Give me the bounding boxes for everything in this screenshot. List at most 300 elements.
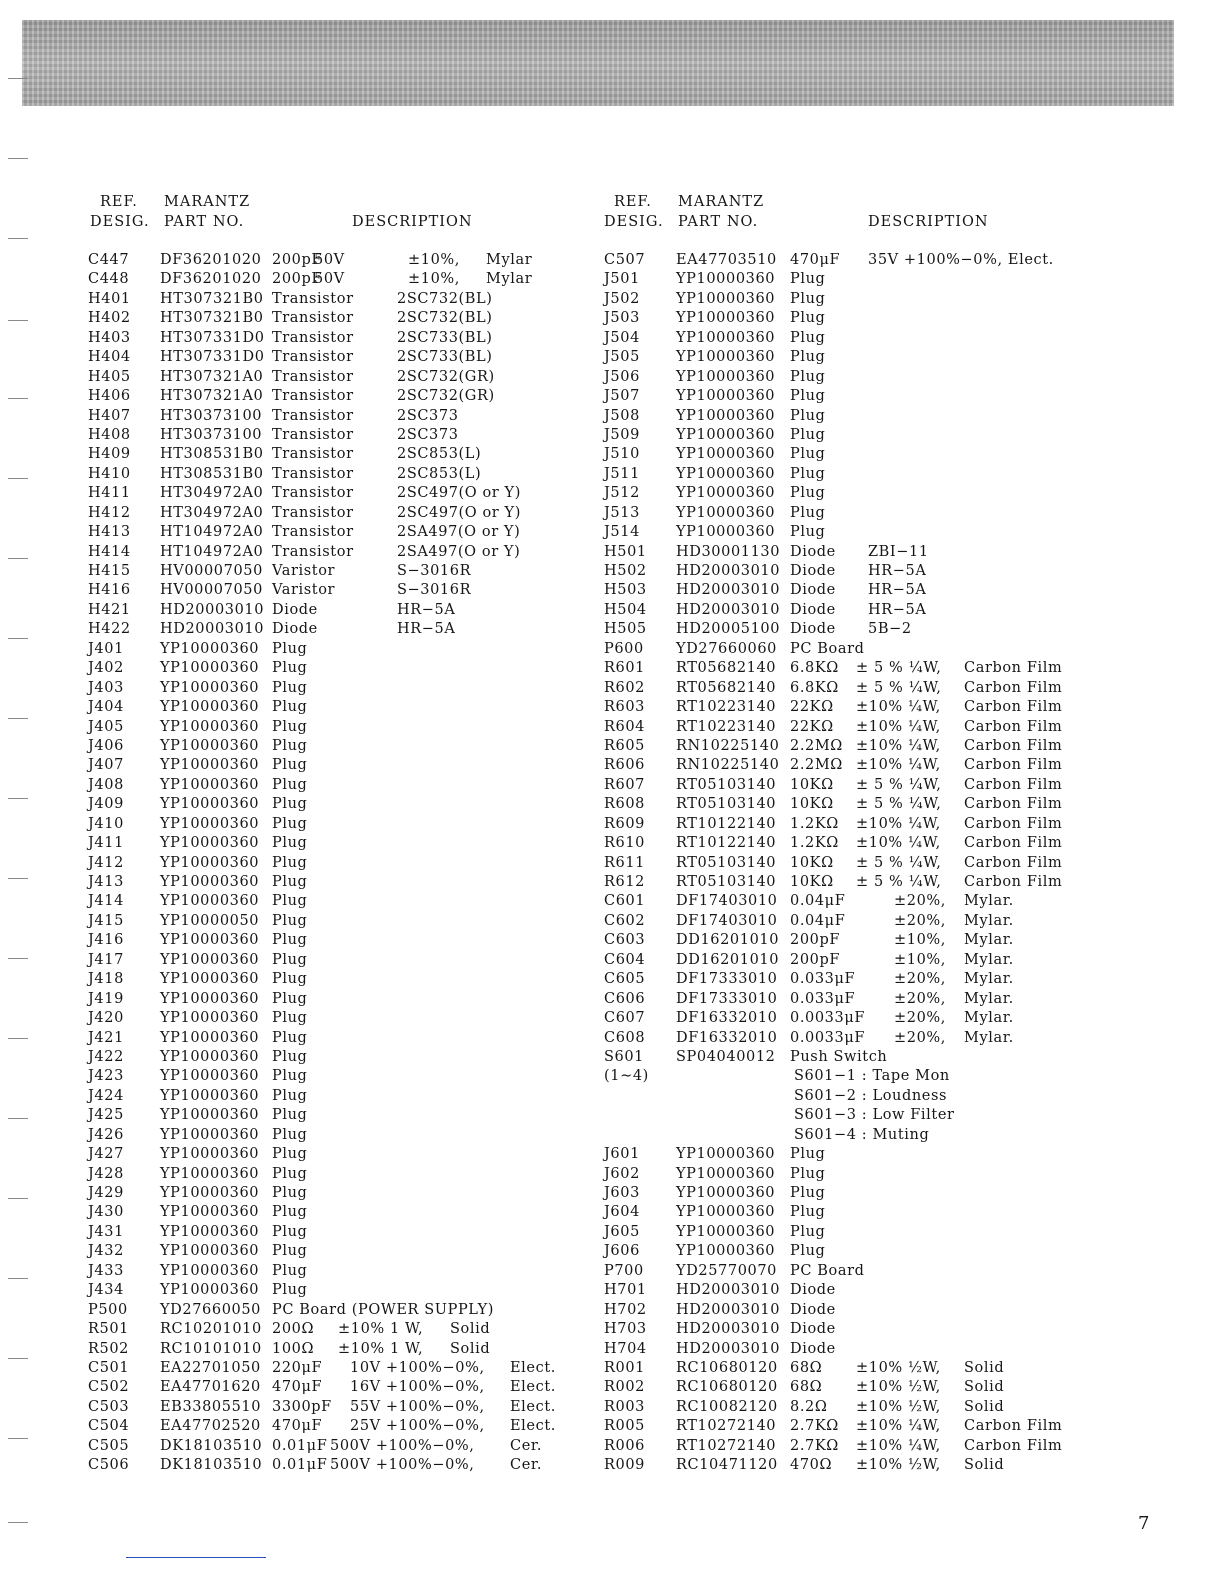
part-row <box>88 1048 608 1067</box>
description: 2.2MΩ <box>790 737 843 754</box>
description-detail: ± 5 % ¼W, <box>856 854 942 871</box>
description: 470μF <box>790 252 841 268</box>
part-number: YP10000360 <box>160 1029 260 1046</box>
part-row <box>88 1359 608 1378</box>
description: 0.033μF <box>790 971 856 988</box>
ref-desig: J406 <box>88 737 124 754</box>
description-detail: ±10% ¼W, <box>856 835 941 852</box>
part-number: YP10000360 <box>160 971 260 988</box>
part-number: HT30373100 <box>160 426 263 443</box>
part-number: DF16332010 <box>676 1029 778 1046</box>
part-number: YP10000360 <box>160 737 260 754</box>
part-row <box>602 1378 1102 1397</box>
part-row <box>88 1456 608 1475</box>
description-detail: 35V +100%−0%, Elect. <box>868 252 1054 268</box>
part-row <box>88 1087 608 1106</box>
description-detail: 2SC853(L) <box>397 446 482 463</box>
part-number: YP10000360 <box>160 893 260 910</box>
part-row <box>88 445 608 464</box>
part-number: YP10000360 <box>676 329 776 346</box>
description-detail: ±20%, <box>894 1010 946 1027</box>
description-detail: ±20%, <box>894 990 946 1007</box>
description-detail: 2SC732(BL) <box>397 290 493 307</box>
description-extra: Solid <box>450 1321 491 1338</box>
part-number: DD16201010 <box>676 932 780 949</box>
description-detail: 10V +100%−0%, <box>350 1359 485 1376</box>
description: Transistor <box>272 446 354 463</box>
part-number: DF36201020 <box>160 252 262 268</box>
description-type: Mylar <box>486 271 533 288</box>
ref-desig: H414 <box>88 543 131 560</box>
part-number: RC10680120 <box>676 1359 778 1376</box>
ref-desig: H704 <box>604 1340 647 1357</box>
description-type: Mylar. <box>964 971 1014 988</box>
part-number: YP10000360 <box>160 1243 260 1260</box>
description: Plug <box>272 990 308 1007</box>
part-number: YP10000360 <box>160 835 260 852</box>
part-row <box>88 1262 608 1281</box>
description: Diode <box>790 1321 836 1338</box>
part-number: YP10000360 <box>676 388 776 405</box>
description: Plug <box>790 1204 826 1221</box>
part-number: HT30373100 <box>160 407 263 424</box>
description-detail: 2SC732(GR) <box>397 388 495 405</box>
ref-desig: J511 <box>604 465 640 482</box>
header-ref: REF. <box>614 194 652 210</box>
description: Plug <box>272 1204 308 1221</box>
part-row <box>602 348 1102 367</box>
ref-desig: P700 <box>604 1262 644 1279</box>
ref-desig: P500 <box>88 1301 128 1318</box>
part-number: HT307321A0 <box>160 388 264 405</box>
description: 22KΩ <box>790 718 834 735</box>
description: 10KΩ <box>790 874 834 890</box>
description-detail: HR−5A <box>397 601 456 618</box>
ref-desig: J507 <box>604 388 640 405</box>
ref-desig: J512 <box>604 485 640 502</box>
part-number: YP10000360 <box>160 1087 260 1104</box>
part-number: DF17333010 <box>676 990 778 1007</box>
description-extra: Cer. <box>510 1437 543 1454</box>
description: Transistor <box>272 485 354 502</box>
description-type: Carbon Film <box>964 699 1063 716</box>
part-number: YP10000360 <box>160 1048 260 1065</box>
part-number: RT05682140 <box>676 679 777 696</box>
description-type: Mylar. <box>964 1029 1014 1046</box>
description-detail: ±10%, <box>894 932 946 949</box>
part-row <box>88 931 608 950</box>
description-detail: 2SC853(L) <box>397 465 482 482</box>
part-row <box>602 776 1102 795</box>
part-number: HT304972A0 <box>160 504 264 521</box>
part-row <box>602 1067 1102 1086</box>
part-number: YP10000360 <box>160 679 260 696</box>
ref-desig: R002 <box>604 1379 645 1396</box>
description-type: Mylar. <box>964 932 1014 949</box>
ref-desig: (1∼4) <box>604 1068 649 1085</box>
description-detail: 50V <box>314 271 345 288</box>
description-type: Carbon Film <box>964 660 1063 677</box>
part-number: HD20003010 <box>676 1301 781 1318</box>
part-row <box>602 873 1102 892</box>
description: 3300pF <box>272 1398 332 1415</box>
part-number: HD30001130 <box>676 543 781 560</box>
part-row <box>88 620 608 639</box>
part-number: HD20003010 <box>160 621 265 638</box>
ref-desig: J420 <box>88 1010 124 1027</box>
part-number: YP10000360 <box>676 485 776 502</box>
description: Plug <box>272 1087 308 1104</box>
description: Transistor <box>272 504 354 521</box>
ref-desig: J605 <box>604 1223 640 1240</box>
part-number: EA47703510 <box>676 252 777 268</box>
part-number: YD25770070 <box>676 1262 778 1279</box>
description: Plug <box>790 310 826 327</box>
part-number: RT05103140 <box>676 776 777 793</box>
part-row <box>602 1165 1102 1184</box>
ref-desig: J427 <box>88 1146 124 1163</box>
ref-desig: H415 <box>88 563 131 579</box>
description: 200Ω <box>272 1321 315 1338</box>
part-number: YP10000360 <box>160 1068 260 1085</box>
part-row <box>88 951 608 970</box>
part-number: YP10000360 <box>676 290 776 307</box>
description: Plug <box>272 815 308 832</box>
ref-desig: H402 <box>88 310 131 327</box>
ref-desig: R502 <box>88 1340 129 1357</box>
ref-desig: R604 <box>604 718 645 735</box>
ref-desig: R001 <box>604 1359 645 1376</box>
part-row <box>88 1067 608 1086</box>
description: Diode <box>790 1282 836 1299</box>
part-number: YP10000360 <box>676 426 776 443</box>
description-detail: ±10% ½W, <box>856 1457 941 1474</box>
ref-desig: H411 <box>88 485 131 502</box>
description-type: Mylar. <box>964 912 1014 929</box>
description: 10KΩ <box>790 796 834 813</box>
description-detail: HR−5A <box>868 563 927 579</box>
description: Plug <box>272 679 308 696</box>
description-type: Carbon Film <box>964 737 1063 754</box>
description-type: Solid <box>964 1379 1005 1396</box>
part-number: RN10225140 <box>676 757 780 774</box>
description-detail: 2SA497(O or Y) <box>397 524 521 541</box>
header-desig: DESIG. <box>604 214 664 230</box>
ref-desig: R603 <box>604 699 645 716</box>
part-number: YP10000360 <box>160 757 260 774</box>
description: Diode <box>790 543 836 560</box>
part-number: HT304972A0 <box>160 485 264 502</box>
part-row <box>88 679 608 698</box>
ref-desig: J509 <box>604 426 640 443</box>
part-number: RT10122140 <box>676 815 777 832</box>
part-row <box>602 931 1102 950</box>
description: 22KΩ <box>790 699 834 716</box>
part-row <box>88 737 608 756</box>
description-extra: ±10%, <box>408 271 460 288</box>
description: Diode <box>790 563 836 579</box>
ref-desig: H401 <box>88 290 131 307</box>
part-row <box>88 368 608 387</box>
ref-desig: J503 <box>604 310 640 327</box>
part-row <box>88 640 608 659</box>
ref-desig: J417 <box>88 951 124 968</box>
part-row <box>88 543 608 562</box>
part-number: RC10082120 <box>676 1398 778 1415</box>
part-row <box>602 640 1102 659</box>
parts-rows-right <box>602 251 1102 1476</box>
description-extra: Solid <box>450 1340 491 1357</box>
description-detail: ± 5 % ¼W, <box>856 660 942 677</box>
part-number: RC10101010 <box>160 1340 262 1357</box>
ref-desig: R612 <box>604 874 645 890</box>
ref-desig: J422 <box>88 1048 124 1065</box>
part-row <box>88 854 608 873</box>
ref-desig: J432 <box>88 1243 124 1260</box>
description: Plug <box>790 271 826 288</box>
ref-desig: J502 <box>604 290 640 307</box>
description: Transistor <box>272 368 354 385</box>
description-type: Mylar <box>486 252 533 268</box>
description: S601−2 : Loudness <box>794 1087 948 1104</box>
description: Plug <box>272 932 308 949</box>
header-ref: REF. <box>100 194 138 210</box>
description: Varistor <box>272 582 336 599</box>
description-detail: 2SA497(O or Y) <box>397 543 521 560</box>
ref-desig: R605 <box>604 737 645 754</box>
description-detail: HR−5A <box>868 582 927 599</box>
part-number: DF36201020 <box>160 271 262 288</box>
description: 0.04μF <box>790 893 846 910</box>
description: Plug <box>272 660 308 677</box>
ref-desig: J504 <box>604 329 640 346</box>
description: 68Ω <box>790 1379 823 1396</box>
description: Plug <box>272 1010 308 1027</box>
description-detail: 2SC497(O or Y) <box>397 485 521 502</box>
part-row <box>88 1378 608 1397</box>
description: Plug <box>790 290 826 307</box>
description-detail: 55V +100%−0%, <box>350 1398 485 1415</box>
ref-desig: H501 <box>604 543 647 560</box>
ref-desig: J425 <box>88 1107 124 1124</box>
part-number: YP10000360 <box>160 1185 260 1201</box>
part-row <box>88 815 608 834</box>
part-number: YP10000360 <box>676 271 776 288</box>
ref-desig: J418 <box>88 971 124 988</box>
part-number: YP10000360 <box>160 660 260 677</box>
part-number: HV00007050 <box>160 582 263 599</box>
ref-desig: J602 <box>604 1165 640 1182</box>
description: Plug <box>272 776 308 793</box>
description: Transistor <box>272 329 354 346</box>
ref-desig: J430 <box>88 1204 124 1221</box>
description: Plug <box>790 1146 826 1163</box>
part-number: HT307321A0 <box>160 368 264 385</box>
description-type: Mylar. <box>964 951 1014 968</box>
ref-desig: H701 <box>604 1282 647 1299</box>
description-detail: ±10% ½W, <box>856 1398 941 1415</box>
part-number: YD27660060 <box>676 640 778 657</box>
parts-list-left-column <box>88 188 608 1474</box>
description: Plug <box>272 1126 308 1143</box>
part-row <box>602 1106 1102 1125</box>
description: Diode <box>790 582 836 599</box>
ref-desig: R005 <box>604 1418 645 1435</box>
part-row <box>602 912 1102 931</box>
part-number: RT10223140 <box>676 699 777 716</box>
header-part-no: PART NO. <box>678 214 759 230</box>
part-number: HD20003010 <box>676 1340 781 1357</box>
description: Transistor <box>272 524 354 541</box>
footer-rule <box>126 1557 266 1558</box>
ref-desig: J412 <box>88 854 124 871</box>
description: 10KΩ <box>790 776 834 793</box>
part-number: RT05103140 <box>676 796 777 813</box>
ref-desig: H403 <box>88 329 131 346</box>
part-row <box>602 951 1102 970</box>
ref-desig: J401 <box>88 640 124 657</box>
part-row <box>602 601 1102 620</box>
description: 6.8KΩ <box>790 660 839 677</box>
part-row <box>602 543 1102 562</box>
description-detail: 2SC497(O or Y) <box>397 504 521 521</box>
ref-desig: R611 <box>604 854 645 871</box>
part-row <box>88 1301 608 1320</box>
description-detail: ±10% ½W, <box>856 1359 941 1376</box>
part-row <box>88 1398 608 1417</box>
description: Transistor <box>272 543 354 560</box>
description: Plug <box>272 912 308 929</box>
part-row <box>602 620 1102 639</box>
part-number: YP10000360 <box>160 776 260 793</box>
part-number: HD20003010 <box>160 601 265 618</box>
description: 0.04μF <box>790 912 846 929</box>
part-row <box>602 1262 1102 1281</box>
scan-header-band <box>22 20 1174 106</box>
part-number: YP10000360 <box>160 1223 260 1240</box>
ref-desig: C506 <box>88 1457 130 1474</box>
description: Plug <box>272 893 308 910</box>
description-extra: Elect. <box>510 1359 556 1376</box>
part-number: YP10000360 <box>676 368 776 385</box>
ref-desig: J410 <box>88 815 124 832</box>
ref-desig: J513 <box>604 504 640 521</box>
part-row <box>88 873 608 892</box>
parts-rows-left <box>88 251 608 1476</box>
description-detail: ±10% ¼W, <box>856 757 941 774</box>
description-detail: ±10%, <box>894 951 946 968</box>
description-detail: HR−5A <box>868 601 927 618</box>
description: Plug <box>272 737 308 754</box>
part-number: HD20003010 <box>676 1321 781 1338</box>
part-row <box>602 251 1102 270</box>
description: 2.2MΩ <box>790 757 843 774</box>
part-row <box>602 1223 1102 1242</box>
part-number: YP10000360 <box>160 1165 260 1182</box>
description-detail: 50V <box>314 252 345 268</box>
part-row <box>602 387 1102 406</box>
description-type: Carbon Film <box>964 835 1063 852</box>
description: Plug <box>272 1048 308 1065</box>
description-extra: Elect. <box>510 1398 556 1415</box>
description: PC Board (POWER SUPPLY) <box>272 1301 495 1318</box>
part-row <box>88 426 608 445</box>
description-type: Carbon Film <box>964 1437 1063 1454</box>
description: 0.01μF <box>272 1457 328 1474</box>
description: Plug <box>272 835 308 852</box>
part-number: YP10000360 <box>676 349 776 366</box>
part-number: YP10000360 <box>160 1010 260 1027</box>
part-number: YP10000360 <box>676 1204 776 1221</box>
description: 0.01μF <box>272 1437 328 1454</box>
part-number: DF17403010 <box>676 893 778 910</box>
ref-desig: C602 <box>604 912 646 929</box>
part-row <box>88 1437 608 1456</box>
column-header <box>88 188 608 238</box>
part-row <box>88 329 608 348</box>
header-description: DESCRIPTION <box>868 214 989 230</box>
description-detail: 2SC733(BL) <box>397 329 493 346</box>
description: Plug <box>272 1223 308 1240</box>
description: 470μF <box>272 1418 323 1435</box>
description-detail: ±10% ¼W, <box>856 1437 941 1454</box>
ref-desig: H503 <box>604 582 647 599</box>
description: Plug <box>272 1029 308 1046</box>
ref-desig: J403 <box>88 679 124 696</box>
header-description: DESCRIPTION <box>352 214 473 230</box>
ref-desig: R602 <box>604 679 645 696</box>
part-row <box>88 465 608 484</box>
part-number: YP10000360 <box>160 990 260 1007</box>
part-number: RT05682140 <box>676 660 777 677</box>
part-row <box>88 562 608 581</box>
ref-desig: H405 <box>88 368 131 385</box>
part-row <box>602 1437 1102 1456</box>
description: Plug <box>272 699 308 716</box>
ref-desig: H413 <box>88 524 131 541</box>
description-detail: ± 5 % ¼W, <box>856 874 942 890</box>
description: S601−4 : Muting <box>794 1126 930 1143</box>
description: Transistor <box>272 310 354 327</box>
description-type: Carbon Film <box>964 679 1063 696</box>
description: Plug <box>272 1185 308 1201</box>
part-number: YP10000360 <box>676 1165 776 1182</box>
part-row <box>88 834 608 853</box>
ref-desig: H505 <box>604 621 647 638</box>
description: 0.033μF <box>790 990 856 1007</box>
ref-desig: C501 <box>88 1359 130 1376</box>
part-row <box>602 1048 1102 1067</box>
part-row <box>602 1456 1102 1475</box>
part-row <box>88 309 608 328</box>
part-number: YP10000360 <box>160 718 260 735</box>
description: Plug <box>272 718 308 735</box>
part-number: HD20003010 <box>676 582 781 599</box>
part-number: YP10000360 <box>160 699 260 716</box>
description: 200pF <box>790 951 841 968</box>
ref-desig: R501 <box>88 1321 129 1338</box>
part-number: RC10680120 <box>676 1379 778 1396</box>
part-row <box>602 1301 1102 1320</box>
description: 220μF <box>272 1359 323 1376</box>
ref-desig: J604 <box>604 1204 640 1221</box>
part-row <box>88 1184 608 1203</box>
part-row <box>88 970 608 989</box>
header-marantz: MARANTZ <box>678 194 765 210</box>
description: Diode <box>790 1340 836 1357</box>
description: Plug <box>272 1282 308 1299</box>
ref-desig: H408 <box>88 426 131 443</box>
